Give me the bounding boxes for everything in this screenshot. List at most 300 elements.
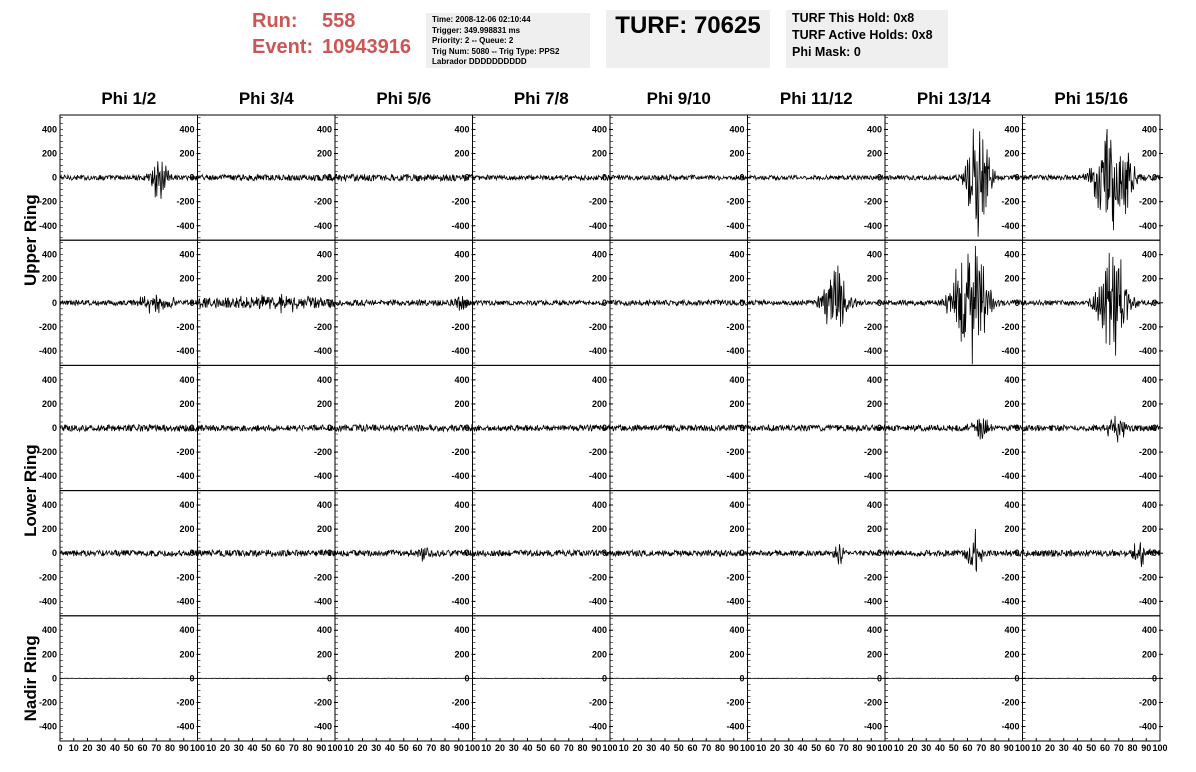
y-tick-label-left: 200 [41, 398, 57, 409]
y-tick-label: 0 [189, 423, 195, 433]
y-tick-label: 0 [1014, 423, 1020, 433]
y-tick-label: 200 [454, 273, 470, 284]
column-header-phi: Phi 9/10 [646, 89, 711, 108]
y-tick-label-left: 400 [41, 249, 57, 260]
x-tick-label: 60 [412, 743, 423, 753]
waveform-trace [198, 294, 336, 313]
y-tick-label-left: -400 [38, 721, 57, 732]
waveform-trace [610, 300, 748, 305]
waveform-trace [885, 529, 1023, 571]
x-tick-label: 40 [659, 743, 671, 753]
x-tick-label: 40 [384, 743, 396, 753]
y-tick-label-left: 0 [51, 548, 57, 559]
y-tick-label: -200 [588, 196, 607, 207]
y-tick-label: 200 [179, 148, 195, 159]
y-tick-label: -200 [726, 321, 745, 332]
y-tick-label: 200 [1004, 148, 1020, 159]
y-tick-label: 0 [1014, 297, 1020, 308]
y-tick-label: 0 [464, 423, 470, 433]
y-tick-label: 0 [1014, 172, 1020, 183]
x-tick-label: 90 [728, 743, 739, 753]
y-tick-label: -400 [1001, 471, 1020, 482]
waveform-trace [748, 425, 886, 431]
y-tick-label-left: -200 [38, 196, 57, 207]
y-tick-label: 400 [729, 500, 745, 511]
y-tick-label-left: 200 [41, 649, 57, 660]
y-tick-label: 400 [179, 374, 195, 385]
run-value: 558 [322, 10, 356, 32]
y-tick-label: -400 [176, 596, 195, 607]
y-tick-label: 0 [601, 423, 607, 433]
y-tick-label: -200 [1001, 697, 1020, 708]
y-tick-label-left: 0 [51, 172, 57, 183]
y-tick-label: -400 [313, 471, 332, 482]
x-tick-label: 70 [288, 743, 299, 753]
waveform-trace [473, 300, 611, 305]
y-tick-label: 0 [739, 423, 745, 433]
y-tick-label: -200 [176, 196, 195, 207]
y-tick-label: 400 [454, 500, 470, 511]
turf-active-holds: TURF Active Holds: 0x8 [792, 28, 933, 42]
x-tick-label: 20 [769, 743, 781, 753]
y-tick-label-left: 200 [41, 148, 57, 159]
x-tick-label: 10 [756, 743, 767, 753]
column-header-phi: Phi 1/2 [101, 89, 157, 108]
waveform-trace [60, 425, 198, 432]
y-tick-label: -400 [726, 471, 745, 482]
y-tick-label: 200 [729, 148, 745, 159]
y-tick-label: 400 [316, 500, 332, 511]
x-tick-label: 80 [1127, 743, 1138, 753]
x-tick-label: 10 [481, 743, 492, 753]
waveform-trace [1023, 416, 1161, 443]
y-tick-label: 0 [876, 423, 882, 433]
y-tick-label: -200 [451, 196, 470, 207]
y-tick-label: 0 [464, 172, 470, 183]
x-tick-label: 60 [1099, 743, 1111, 753]
y-tick-label: 400 [591, 249, 607, 260]
event-header [0, 0, 1196, 80]
y-tick-label: 400 [1004, 500, 1020, 511]
y-tick-label-left: 0 [51, 673, 57, 684]
y-tick-label: 400 [454, 625, 470, 636]
y-tick-label: 400 [316, 374, 332, 385]
y-tick-label: 400 [454, 249, 470, 260]
y-tick-label-left: -200 [38, 697, 57, 708]
y-tick-label: -400 [176, 721, 195, 732]
waveform-trace [335, 174, 473, 181]
y-tick-label: -200 [863, 196, 882, 207]
y-tick-label: 0 [189, 172, 195, 183]
y-tick-label: -400 [313, 596, 332, 607]
waveform-trace [198, 172, 336, 183]
x-tick-label: 20 [219, 743, 231, 753]
y-tick-label: 200 [866, 398, 882, 409]
y-tick-label: 400 [316, 124, 332, 135]
y-tick-label: 0 [601, 673, 607, 684]
x-tick-label: 90 [591, 743, 602, 753]
x-tick-label: 90 [178, 743, 189, 753]
waveform-trace [198, 550, 336, 557]
y-tick-label-left: -200 [38, 447, 57, 458]
y-tick-label: 0 [464, 297, 470, 308]
y-tick-label: 400 [591, 625, 607, 636]
y-tick-label: 200 [1141, 524, 1157, 535]
y-tick-label: 200 [316, 398, 332, 409]
x-tick-label: 50 [398, 743, 409, 753]
y-tick-label: 400 [866, 625, 882, 636]
y-tick-label: -400 [176, 220, 195, 231]
waveform-trace [60, 161, 198, 199]
y-tick-label: 200 [591, 148, 607, 159]
x-tick-label: 80 [302, 743, 313, 753]
y-tick-label: 200 [729, 524, 745, 535]
x-tick-label: 10 [68, 743, 79, 753]
x-tick-label: 90 [316, 743, 327, 753]
x-tick-label: 30 [233, 743, 244, 753]
y-tick-label: 0 [876, 172, 882, 183]
x-tick-label: 80 [439, 743, 451, 753]
y-tick-label: -400 [1138, 471, 1157, 482]
x-tick-label: 60 [137, 743, 148, 753]
y-tick-label: -200 [176, 321, 195, 332]
y-tick-label: 0 [601, 297, 607, 308]
y-tick-label: -400 [1138, 721, 1157, 732]
y-tick-label: -200 [726, 447, 745, 458]
turf-value: TURF: 70625 [615, 12, 761, 39]
y-tick-label: 200 [1141, 273, 1157, 284]
x-tick-label: 20 [357, 743, 368, 753]
y-tick-label: -200 [863, 321, 882, 332]
y-tick-label: -400 [1001, 345, 1020, 356]
ring-label: Upper Ring [21, 194, 40, 287]
y-tick-label: 400 [1141, 249, 1157, 260]
y-tick-label: 200 [1004, 273, 1020, 284]
y-tick-label: -400 [863, 721, 882, 732]
y-tick-label: -200 [863, 697, 882, 708]
y-tick-label: 0 [739, 297, 745, 308]
y-tick-label: 200 [179, 273, 195, 284]
y-tick-label: 400 [316, 625, 332, 636]
y-tick-label: -200 [726, 572, 745, 583]
y-tick-label: -200 [313, 321, 332, 332]
y-tick-label-left: -400 [38, 220, 57, 231]
column-header-phi: Phi 3/4 [238, 89, 294, 108]
y-tick-label: 200 [591, 524, 607, 535]
waveform-trace [748, 544, 886, 564]
y-tick-label: 200 [1004, 398, 1020, 409]
y-tick-label: 400 [591, 124, 607, 135]
x-tick-label: 100 [327, 743, 343, 753]
y-tick-label: 0 [876, 297, 882, 308]
y-tick-label: -200 [588, 697, 607, 708]
x-tick-label: 30 [783, 743, 794, 753]
turf-box [606, 10, 770, 68]
x-tick-label: 80 [714, 743, 726, 753]
y-tick-label: 200 [454, 649, 470, 660]
y-tick-label: 400 [729, 124, 745, 135]
phi-mask: Phi Mask: 0 [792, 45, 861, 59]
y-tick-label: 400 [1004, 124, 1020, 135]
y-tick-label: 200 [179, 398, 195, 409]
y-tick-label: 400 [179, 249, 195, 260]
y-tick-label: 400 [1141, 500, 1157, 511]
run-label: Run: [252, 10, 298, 32]
y-tick-label-left: 0 [51, 423, 57, 433]
y-tick-label: -400 [588, 721, 607, 732]
x-tick-label: 30 [1058, 743, 1069, 753]
y-tick-label: -200 [1001, 447, 1020, 458]
y-tick-label: 400 [1141, 625, 1157, 636]
y-tick-label: 0 [1151, 548, 1157, 559]
x-tick-label: 60 [549, 743, 561, 753]
event-label: Event: [252, 36, 314, 58]
event-value: 10943916 [322, 36, 411, 58]
x-tick-label: 80 [577, 743, 588, 753]
y-tick-label: 400 [729, 625, 745, 636]
y-tick-label: 0 [739, 548, 745, 559]
y-tick-label: 200 [729, 398, 745, 409]
x-tick-label: 40 [934, 743, 946, 753]
x-tick-label: 50 [1086, 743, 1097, 753]
y-tick-label: -200 [726, 697, 745, 708]
y-tick-label: -400 [588, 345, 607, 356]
x-tick-label: 10 [206, 743, 217, 753]
y-tick-label: 0 [739, 673, 745, 684]
y-tick-label: 400 [866, 124, 882, 135]
y-tick-label: 400 [316, 249, 332, 260]
x-tick-label: 40 [522, 743, 533, 753]
column-header-phi: Phi 13/14 [916, 89, 991, 108]
y-tick-label: 400 [866, 500, 882, 511]
y-tick-label: -400 [1138, 596, 1157, 607]
y-tick-label-left: -400 [38, 345, 57, 356]
turf-this-hold: TURF This Hold: 0x8 [792, 11, 915, 25]
y-tick-label: 0 [1151, 423, 1157, 433]
trig-num-line: Trig Num: 5080 -- Trig Type: PPS2 [432, 46, 560, 56]
y-tick-label: -200 [176, 447, 195, 458]
y-tick-label: -200 [451, 697, 470, 708]
y-tick-label: 0 [326, 423, 332, 433]
y-tick-label: -400 [588, 596, 607, 607]
y-tick-label: -200 [313, 447, 332, 458]
y-tick-label: -200 [1138, 447, 1157, 458]
y-tick-label: -400 [1138, 220, 1157, 231]
y-tick-label: -200 [451, 321, 470, 332]
y-tick-label: 0 [189, 673, 195, 684]
waveform-trace [335, 296, 473, 311]
x-tick-label: 100 [1152, 743, 1168, 753]
y-tick-label: 0 [189, 548, 195, 559]
y-tick-label: -200 [313, 572, 332, 583]
column-header-phi: Phi 11/12 [779, 89, 853, 108]
y-tick-label: 200 [179, 524, 195, 535]
y-tick-label: -400 [588, 220, 607, 231]
x-tick-label: 40 [797, 743, 808, 753]
y-tick-label: 200 [866, 148, 882, 159]
y-tick-label: 200 [454, 524, 470, 535]
y-tick-label: -200 [451, 447, 470, 458]
y-tick-label: -400 [726, 345, 745, 356]
waveform-trace [335, 425, 473, 432]
y-tick-label: -200 [588, 572, 607, 583]
x-tick-label: 70 [563, 743, 574, 753]
x-tick-label: 80 [852, 743, 863, 753]
y-tick-label: -400 [726, 596, 745, 607]
y-tick-label: 0 [1151, 172, 1157, 183]
y-tick-label: -200 [1001, 572, 1020, 583]
y-tick-label: 400 [179, 124, 195, 135]
x-tick-label: 20 [82, 743, 93, 753]
waveform-trace [610, 425, 748, 431]
y-tick-label: 400 [1004, 374, 1020, 385]
y-tick-label: 200 [866, 273, 882, 284]
y-tick-label: 200 [1141, 398, 1157, 409]
y-tick-label: -400 [863, 345, 882, 356]
x-tick-label: 40 [109, 743, 121, 753]
x-tick-label: 30 [371, 743, 382, 753]
y-tick-label-left: 400 [41, 625, 57, 636]
y-tick-label: -400 [451, 721, 470, 732]
y-tick-label-left: 400 [41, 374, 57, 385]
y-tick-label-left: 400 [41, 500, 57, 511]
x-tick-label: 90 [1003, 743, 1014, 753]
y-tick-label: 400 [454, 374, 470, 385]
y-tick-label-left: -400 [38, 596, 57, 607]
x-tick-label: 80 [989, 743, 1001, 753]
y-tick-label: -400 [176, 471, 195, 482]
y-tick-label: 200 [454, 398, 470, 409]
y-tick-label: 200 [729, 273, 745, 284]
y-tick-label: -200 [176, 697, 195, 708]
waveform-trace [335, 548, 473, 562]
x-tick-label: 20 [632, 743, 643, 753]
x-tick-label: 60 [687, 743, 698, 753]
y-tick-label: -400 [313, 345, 332, 356]
y-tick-label: 400 [179, 625, 195, 636]
column-header-phi: Phi 7/8 [513, 89, 569, 108]
y-tick-label: -200 [1138, 697, 1157, 708]
y-tick-label: 400 [866, 249, 882, 260]
x-tick-label: 70 [151, 743, 162, 753]
x-tick-label: 100 [464, 743, 481, 753]
waveform-trace [610, 548, 748, 559]
y-tick-label: -200 [1138, 196, 1157, 207]
x-tick-label: 50 [123, 743, 134, 753]
trigger-line: Trigger: 349.998831 ms [432, 25, 521, 35]
y-tick-label: 0 [326, 172, 332, 183]
y-tick-label: -200 [313, 196, 332, 207]
priority-line: Priority: 2 -- Queue: 2 [432, 36, 514, 46]
y-tick-label: 200 [591, 273, 607, 284]
y-tick-label: -400 [1001, 721, 1020, 732]
waveform-trace [748, 266, 886, 327]
x-tick-label: 30 [921, 743, 932, 753]
y-tick-label: 0 [326, 297, 332, 308]
x-tick-label: 40 [1072, 743, 1083, 753]
x-tick-label: 0 [57, 743, 63, 753]
y-tick-label: 200 [866, 524, 882, 535]
x-tick-label: 70 [426, 743, 437, 753]
y-tick-label: -400 [863, 220, 882, 231]
y-tick-label: -400 [863, 596, 882, 607]
x-tick-label: 10 [618, 743, 629, 753]
y-tick-label: -400 [313, 220, 332, 231]
y-tick-label: 0 [189, 297, 195, 308]
y-tick-label: 0 [464, 673, 470, 684]
y-tick-label: 0 [1151, 673, 1157, 684]
y-tick-label: -200 [588, 447, 607, 458]
x-tick-label: 20 [907, 743, 918, 753]
y-tick-label: 0 [1014, 673, 1020, 684]
time-line: Time: 2008-12-06 02:10:44 [432, 15, 531, 24]
y-tick-label: -400 [1138, 345, 1157, 356]
ring-label: Lower Ring [21, 444, 40, 537]
x-tick-label: 100 [1014, 743, 1031, 753]
ring-label: Nadir Ring [21, 635, 40, 722]
y-tick-label: 400 [866, 374, 882, 385]
x-tick-label: 50 [673, 743, 684, 753]
x-tick-label: 10 [1031, 743, 1042, 753]
y-tick-label: 200 [1141, 148, 1157, 159]
y-tick-label: 400 [1004, 249, 1020, 260]
x-tick-label: 10 [893, 743, 904, 753]
y-tick-label: 0 [876, 548, 882, 559]
x-tick-label: 60 [824, 743, 836, 753]
x-tick-label: 100 [877, 743, 893, 753]
column-header-phi: Phi 15/16 [1054, 89, 1129, 108]
y-tick-label-left: -200 [38, 572, 57, 583]
y-tick-label: 400 [454, 124, 470, 135]
x-tick-label: 40 [247, 743, 258, 753]
y-tick-label: 200 [316, 148, 332, 159]
y-tick-label: 400 [1141, 374, 1157, 385]
turf-holds-box [786, 10, 948, 68]
y-tick-label: 0 [326, 673, 332, 684]
waveform-trace [473, 548, 611, 559]
y-tick-label: 0 [1014, 548, 1020, 559]
x-tick-label: 30 [646, 743, 657, 753]
x-tick-label: 100 [739, 743, 756, 753]
x-tick-label: 60 [274, 743, 286, 753]
x-tick-label: 50 [261, 743, 272, 753]
y-tick-label: 400 [1141, 124, 1157, 135]
labrador-line: Labrador DDDDDDDDDD [432, 57, 527, 67]
y-tick-label: -200 [313, 697, 332, 708]
x-tick-label: 30 [96, 743, 107, 753]
y-tick-label: 200 [1141, 649, 1157, 660]
y-tick-label: -200 [1001, 196, 1020, 207]
y-tick-label: -400 [726, 220, 745, 231]
x-tick-label: 70 [976, 743, 987, 753]
y-tick-label: -400 [451, 345, 470, 356]
waveform-trace [748, 175, 886, 179]
x-tick-label: 10 [343, 743, 354, 753]
x-tick-label: 60 [962, 743, 973, 753]
x-tick-label: 50 [536, 743, 547, 753]
y-tick-label: 200 [591, 398, 607, 409]
y-tick-label: -200 [451, 572, 470, 583]
waveform-trace [885, 419, 1023, 440]
y-tick-label: 0 [601, 172, 607, 183]
y-tick-label-left: -400 [38, 471, 57, 482]
y-tick-label: -400 [588, 471, 607, 482]
y-tick-label: -200 [1138, 572, 1157, 583]
y-tick-label: -200 [726, 196, 745, 207]
x-tick-label: 90 [453, 743, 464, 753]
y-tick-label: -400 [451, 471, 470, 482]
x-tick-label: 90 [866, 743, 877, 753]
